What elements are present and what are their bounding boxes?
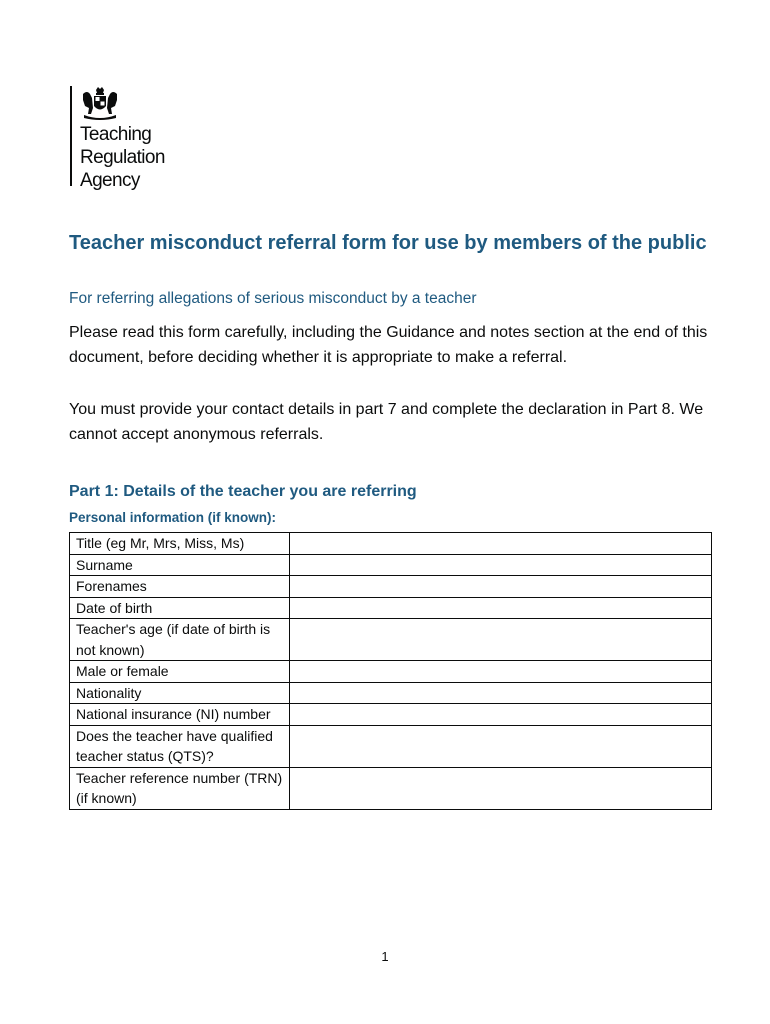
- field-value-date-of-birth[interactable]: [290, 597, 712, 619]
- logo-text: [80, 123, 165, 192]
- intro-paragraph-1: Please read this form carefully, including the Guidance and notes section at the end of this document, before deciding whether it is appropriate to make a referral.: [69, 324, 708, 366]
- field-value-nationality[interactable]: [290, 682, 712, 704]
- document-subtitle: For referring allegations of serious misconduct by a teacher: [69, 290, 477, 307]
- table-row: [70, 533, 712, 555]
- logo-line-teaching: Teaching: [80, 124, 152, 145]
- table-row: [70, 619, 712, 661]
- field-label-nationality: Nationality: [70, 682, 290, 704]
- field-value-qts[interactable]: [290, 725, 712, 767]
- field-label-qts: Does the teacher have qualified teacher status (QTS)?: [70, 725, 290, 767]
- intro-paragraph-2: You must provide your contact details in part 7 and complete the declaration in Part 8. We cannot accept anonymous referrals.: [69, 401, 704, 443]
- logo-line-regulation: Regulation: [80, 147, 165, 168]
- field-label-surname: Surname: [70, 554, 290, 576]
- royal-coat-of-arms-icon: [78, 86, 122, 120]
- field-value-title[interactable]: [290, 533, 712, 555]
- field-value-gender[interactable]: [290, 661, 712, 683]
- field-value-trn[interactable]: [290, 767, 712, 809]
- field-label-date-of-birth: Date of birth: [70, 597, 290, 619]
- field-label-forenames: Forenames: [70, 576, 290, 598]
- field-label-teacher-age: Teacher's age (if date of birth is not known): [70, 619, 290, 661]
- document-title: Teacher misconduct referral form for use by members of the public: [69, 232, 707, 254]
- field-value-surname[interactable]: [290, 554, 712, 576]
- logo-divider-bar: [70, 86, 72, 186]
- logo-line-agency: Agency: [80, 170, 140, 191]
- field-value-forenames[interactable]: [290, 576, 712, 598]
- personal-info-label: Personal information (if known):: [69, 510, 277, 525]
- field-value-ni-number[interactable]: [290, 704, 712, 726]
- part1-heading: Part 1: Details of the teacher you are referring: [69, 483, 417, 500]
- table-row: [70, 767, 712, 809]
- page-number: 1: [381, 949, 389, 964]
- teacher-details-table: [69, 532, 712, 810]
- field-label-title: Title (eg Mr, Mrs, Miss, Ms): [70, 533, 290, 555]
- table-row: [70, 554, 712, 576]
- table-row: [70, 725, 712, 767]
- table-row: [70, 661, 712, 683]
- field-label-ni-number: National insurance (NI) number: [70, 704, 290, 726]
- field-label-trn: Teacher reference number (TRN) (if known): [70, 767, 290, 809]
- table-row: [70, 576, 712, 598]
- table-row: [70, 704, 712, 726]
- table-row: [70, 682, 712, 704]
- field-value-teacher-age[interactable]: [290, 619, 712, 661]
- table-row: [70, 597, 712, 619]
- field-label-gender: Male or female: [70, 661, 290, 683]
